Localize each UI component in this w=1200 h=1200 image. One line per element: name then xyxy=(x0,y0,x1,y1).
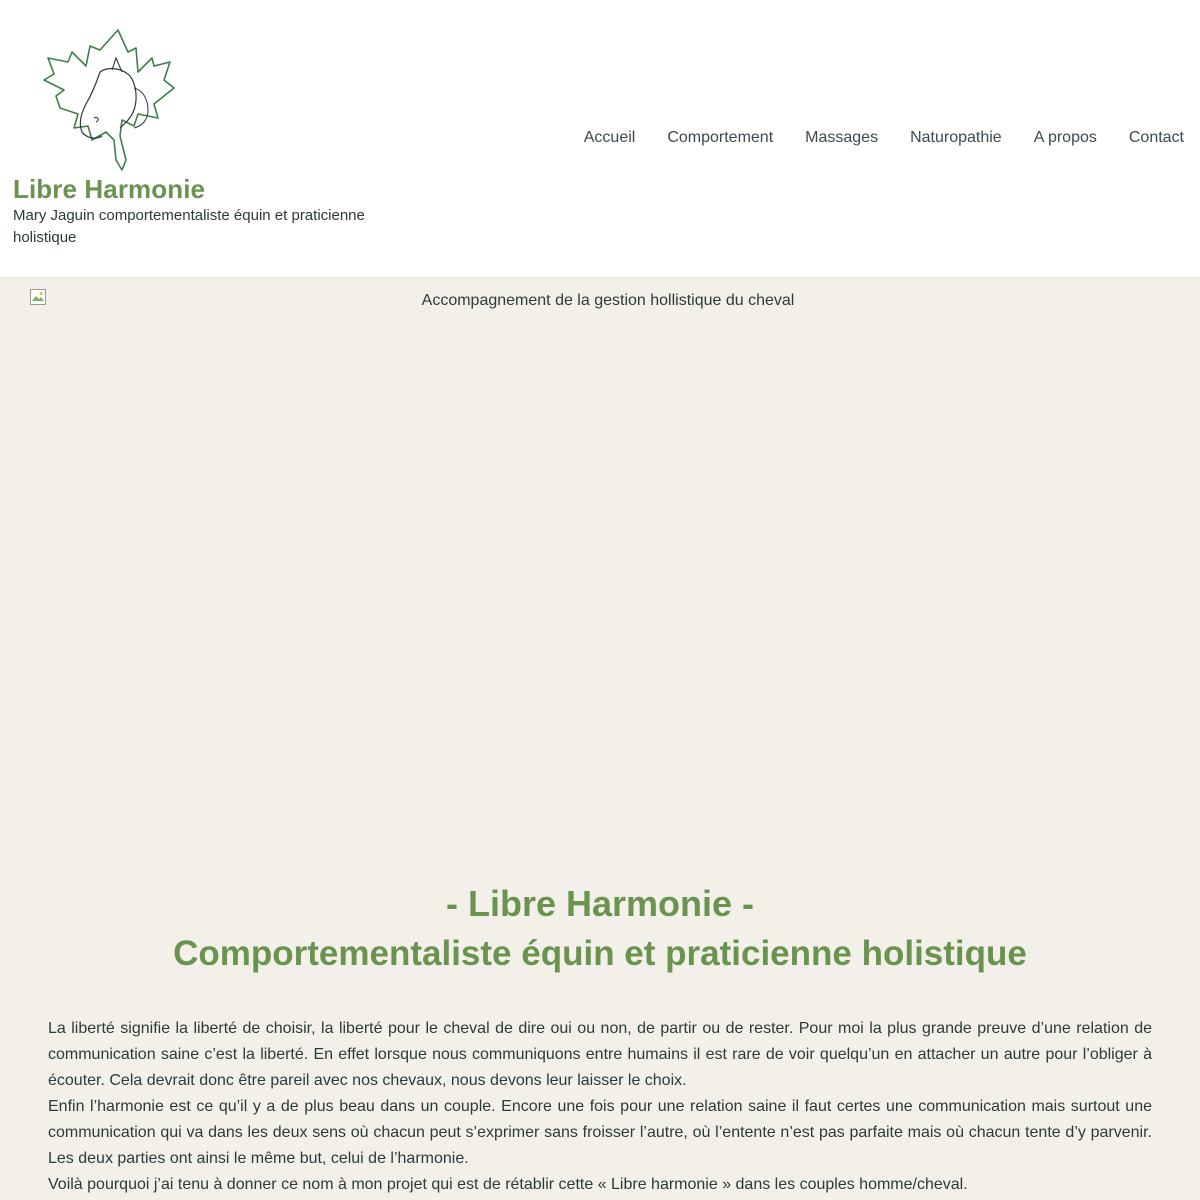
nav-item-comportement[interactable]: Comportement xyxy=(667,129,774,146)
headline-subtitle: Comportementaliste équin et praticienne holistique xyxy=(173,934,1027,973)
intro-text xyxy=(48,1016,1152,1198)
hero-image xyxy=(30,289,1170,849)
headline-title: - Libre Harmonie - xyxy=(445,883,755,924)
nav-item-massages[interactable]: Massages xyxy=(805,129,879,146)
site-title[interactable]: Libre Harmonie xyxy=(13,174,206,204)
paragraph: Voilà pourquoi j’ai tenu à donner ce nom à mon projet qui est de rétablir cette « Libre harmonie » dans les couples homme/cheval. xyxy=(48,1176,968,1193)
site-header xyxy=(0,0,1200,278)
nav-item-contact[interactable]: Contact xyxy=(1128,129,1184,146)
site-tagline: Mary Jaguin comportementaliste équin et praticienne holistique xyxy=(13,207,365,246)
main-navigation xyxy=(584,128,1184,148)
hero-image-alt-text: Accompagnement de la gestion hollistique du cheval xyxy=(421,292,795,309)
nav-item-naturopathie[interactable]: Naturopathie xyxy=(910,129,1002,146)
site-logo[interactable] xyxy=(38,28,194,174)
nav-item-a-propos[interactable]: A propos xyxy=(1033,129,1097,146)
maple-leaf-horse-logo-icon xyxy=(38,28,194,174)
paragraph: La liberté signifie la liberté de choisir, la liberté pour le cheval de dire oui ou non, de partir ou de rester. Pour moi la plus grande preuve d’une relation de communication saine c’est la liberté. En effet lorsque nous communiquons entre humains il est rare de voir quelqu’un en attacher un autre pour l’obliger à écouter. Cela devrait donc être pareil avec nos chevaux, nous devons leur laisser le choix. xyxy=(48,1020,1152,1089)
page-headline xyxy=(0,880,1200,980)
paragraph: Enfin l’harmonie est ce qu’il y a de plus beau dans un couple. Encore une fois pour une relation saine il faut certes une communication mais surtout une communication qui va dans les deux sens où chacun peut s’exprimer sans froisser l’autre, où l’entente n’est pas parfaite mais où chacun tente d’y parvenir. Les deux parties ont ainsi le même but, celui de l’harmonie. xyxy=(48,1098,1152,1167)
nav-item-accueil[interactable]: Accueil xyxy=(583,129,636,146)
